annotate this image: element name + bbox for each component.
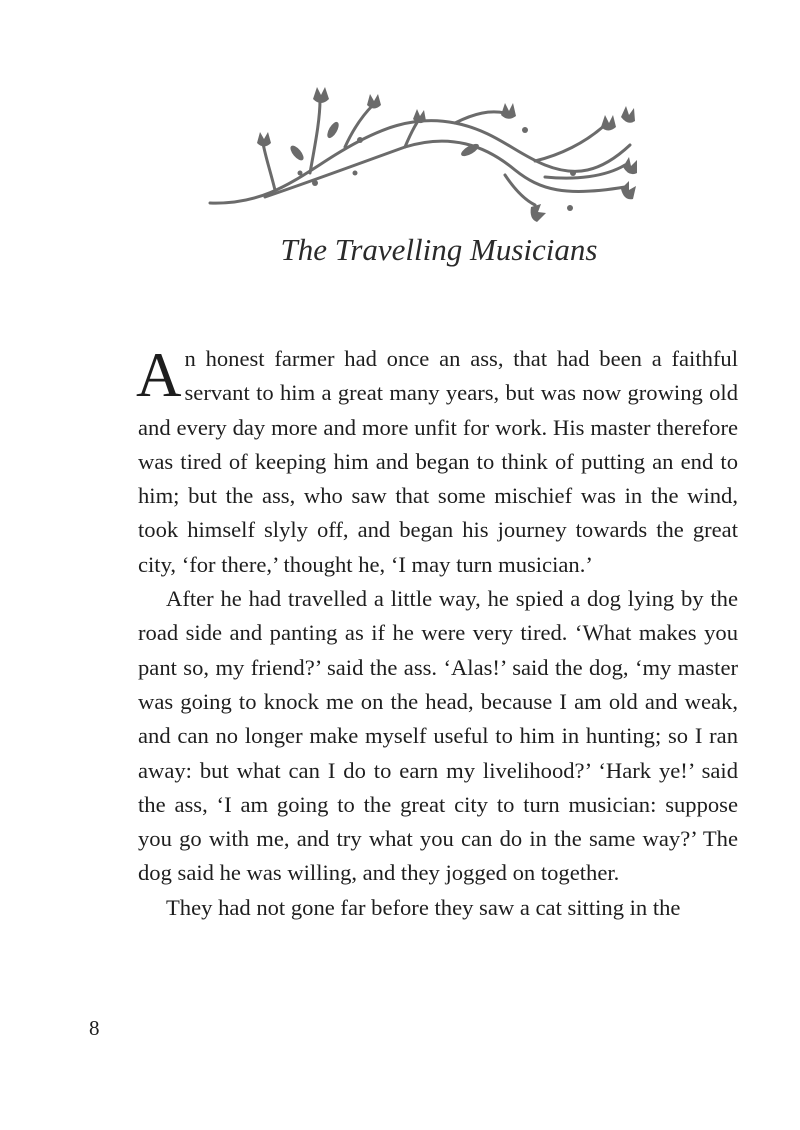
paragraph-1 — [138, 342, 738, 582]
drop-cap: A — [136, 340, 182, 410]
paragraph-2: After he had travelled a little way, he spied a dog lying by the road side and panting as if he were very tired. ‘What makes you pant so, my friend?’ said the ass. ‘Alas!’ said the dog, ‘my master was going to knock me on the head, because I am old and weak, and can no longer make myself useful to him in hunting; so I ran away: but what can I do to earn my livelihood?’ ‘Hark ye!’ said the ass, ‘I am going to the great city to turn musician: suppose you go with me, and try what you can do in the same way?’ The dog said he was willing, and they jogged on together. — [138, 586, 738, 886]
chapter-title: The Travelling Musicians — [280, 232, 598, 267]
floral-vine-icon — [205, 85, 650, 225]
story-text — [138, 342, 738, 925]
paragraph-3: They had not gone far before they saw a cat sitting in the — [166, 894, 681, 920]
page-number: 8 — [89, 1016, 100, 1040]
paragraph-1-text: n honest farmer had once an ass, that had been a faithful servant to him a great many years, but was now growing old and every day more and more unfit for work. His master therefore was tired of keeping him and began to think of putting an end to him; but the ass, who saw that some mischief was in the wind, took himself slyly off, and began his journey towards the great city, ‘for there,’ thought he, ‘I may turn musician.’ — [138, 346, 738, 577]
